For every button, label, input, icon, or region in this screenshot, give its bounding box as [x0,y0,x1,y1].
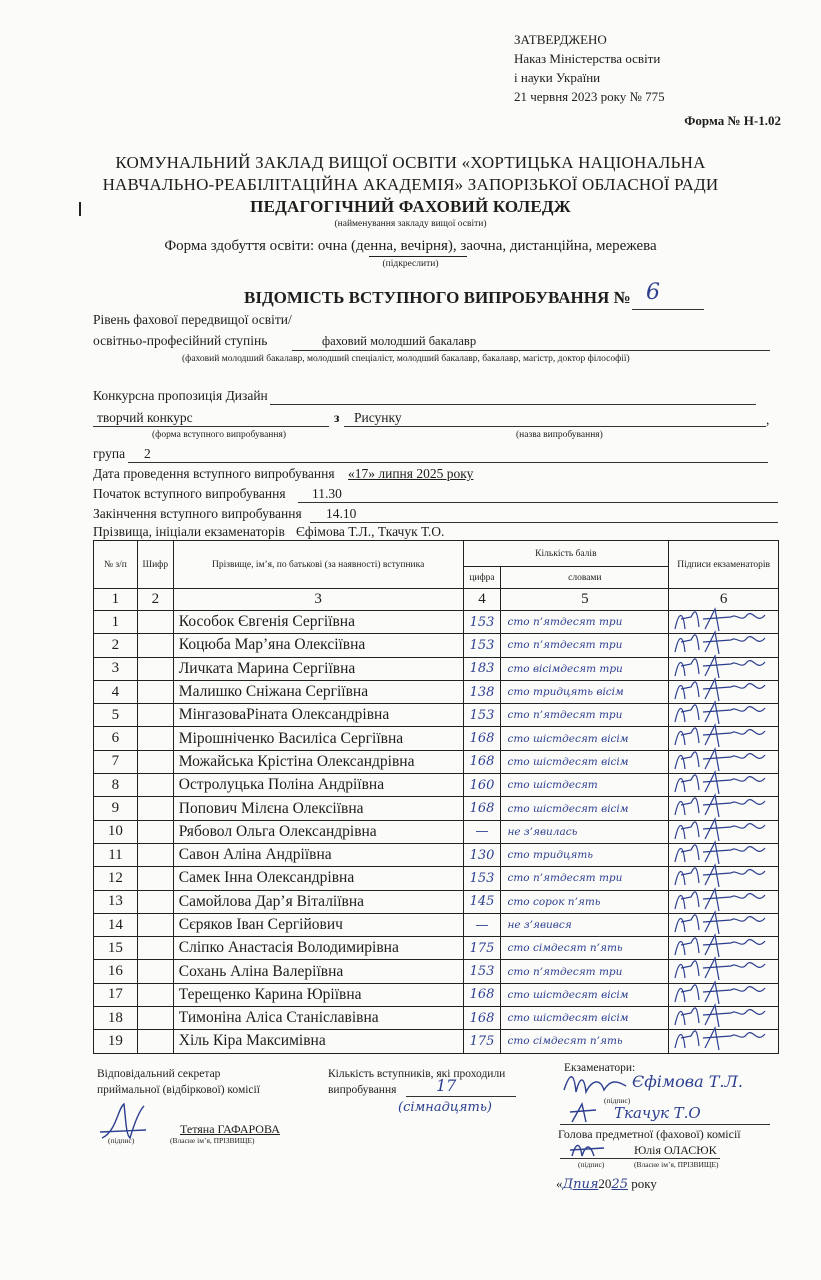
footer-examiners-label: Екзаменатори: [564,1062,636,1074]
level-label1: Рівень фахової передвищої освіти/ [93,312,292,327]
results-table [93,540,779,1054]
exam-form-line [93,426,329,427]
row-number: 16 [94,960,138,983]
exam-form: творчий конкурс [97,410,193,425]
exam-name-line [344,426,766,427]
row-score: 183 [463,657,501,680]
row-cipher [137,1030,173,1053]
row-score-words: сто сімдесят п’ять [501,937,669,960]
statement-number: 6 [646,280,660,305]
row-cipher [137,727,173,750]
row-name: Савон Аліна Андріївна [173,843,463,866]
row-cipher [137,750,173,773]
date-year-prefix: 20 [598,1176,612,1191]
chair-name-caption: (Власне ім’я, ПРІЗВИЩЕ) [634,1160,719,1169]
row-signatures [669,1030,779,1053]
row-cipher [137,774,173,797]
chair-name: Юлія ОЛАСЮК [634,1143,717,1157]
exam-name-comma: , [766,412,770,427]
row-number: 1 [94,611,138,634]
institution-line3: ПЕДАГОГІЧНИЙ ФАХОВИЙ КОЛЕДЖ [250,197,571,216]
row-name: Самойлова Дар’я Віталіївна [173,890,463,913]
row-number: 3 [94,657,138,680]
level-caption: (фаховий молодший бакалавр, молодший спеціаліст, молодший бакалавр, бакалавр, магістр, доктор філософії) [182,354,630,364]
row-cipher [137,890,173,913]
header-words: словами [501,567,669,589]
date-label: Дата проведення вступного випробування [93,466,335,481]
institution-line1: КОМУНАЛЬНИЙ ЗАКЛАД ВИЩОЇ ОСВІТИ «ХОРТИЦЬКА НАЦІОНАЛЬНА [115,153,706,172]
row-number: 17 [94,983,138,1006]
header-no: № з/п [94,541,138,589]
row-number: 8 [94,774,138,797]
study-form-underline [369,256,467,257]
exam-name: Рисунку [354,410,402,425]
statement-title: ВІДОМІСТЬ ВСТУПНОГО ВИПРОБУВАННЯ № [244,288,631,307]
row-cipher [137,680,173,703]
date-value: «17» липня 2025 року [348,466,474,481]
row-cipher [137,611,173,634]
row-number: 9 [94,797,138,820]
row-cipher [137,820,173,843]
row-cipher [137,843,173,866]
row-number: 11 [94,843,138,866]
row-cipher [137,1007,173,1030]
row-score: 175 [463,937,501,960]
row-cipher [137,960,173,983]
date-suffix: року [631,1176,657,1191]
row-score-words: сто п’ятдесят три [501,867,669,890]
row-score-words: сто п’ятдесят три [501,611,669,634]
row-score: — [463,913,501,936]
row-score-words: сто сорок п’ять [501,890,669,913]
row-cipher [137,937,173,960]
row-score: 168 [463,1007,501,1030]
header-digits: цифра [463,567,501,589]
group-value: 2 [144,446,151,461]
col-number-1: 1 [94,589,138,611]
secretary-label1: Відповідальний секретар [97,1068,221,1080]
row-score-words: сто п’ятдесят три [501,704,669,727]
row-number: 12 [94,867,138,890]
row-score: 130 [463,843,501,866]
row-score-words: сто шістдесят вісім [501,750,669,773]
row-score-words: сто п’ятдесят три [501,960,669,983]
level-line [292,350,770,351]
table-row [94,1030,779,1053]
row-number: 7 [94,750,138,773]
header-signatures: Підписи екзаменаторів [669,541,779,589]
examiners-label: Прізвища, ініціали екзаменаторів [93,524,285,539]
end-value: 14.10 [326,506,357,521]
study-form: Форма здобуття освіти: очна (денна, вечірня), заочна, дистанційна, мережева [164,238,657,254]
study-form-caption: (підкреслити) [382,259,439,269]
row-name: Тимоніна Аліса Станіславівна [173,1007,463,1030]
row-score-words: сто шістдесят вісім [501,983,669,1006]
margin-mark [79,202,81,216]
row-name: Личката Марина Сергіївна [173,657,463,680]
col-number-5: 5 [501,589,669,611]
row-score-words: сто тридцять вісім [501,680,669,703]
row-name: Попович Мілєна Олексіївна [173,797,463,820]
exam-form-caption: (форма вступного випробування) [152,430,286,440]
header-cipher: Шифр [137,541,173,589]
approval-block [514,30,665,106]
row-number: 2 [94,634,138,657]
row-score-words: сто шістдесят [501,774,669,797]
count-line [406,1096,516,1097]
footer-date [556,1176,657,1192]
start-label: Початок вступного випробування [93,486,286,501]
row-score-words: сто шістдесят вісім [501,797,669,820]
row-number: 10 [94,820,138,843]
row-score: 168 [463,797,501,820]
level-value: фаховий молодший бакалавр [322,334,477,348]
secretary-name: Тетяна ГАФАРОВА [180,1122,280,1136]
count-label2: випробування [328,1084,397,1096]
row-score-words: сто сімдесят п’ять [501,1030,669,1053]
date-month: Дпия [562,1177,599,1192]
row-name: Самек Інна Олександрівна [173,867,463,890]
institution-caption: (найменування закладу вищої освіти) [334,219,487,229]
secretary-label2: приймальної (відбіркової) комісії [97,1084,260,1096]
row-cipher [137,797,173,820]
row-name: Рябовол Ольга Олександрівна [173,820,463,843]
row-name: Малишко Сніжана Сергіївна [173,680,463,703]
row-cipher [137,913,173,936]
start-line [298,502,778,503]
row-score: 153 [463,704,501,727]
row-cipher [137,634,173,657]
row-score-words: сто п’ятдесят три [501,634,669,657]
row-number: 4 [94,680,138,703]
row-number: 18 [94,1007,138,1030]
row-number: 14 [94,913,138,936]
secretary-block [97,1066,260,1098]
count-value: 17 [436,1076,457,1095]
competition-label: Конкурсна пропозиція Дизайн [93,388,268,403]
row-name: Мірошніченко Василіса Сергіївна [173,727,463,750]
row-score: 168 [463,983,501,1006]
row-score: 153 [463,611,501,634]
row-name: Терещенко Карина Юріївна [173,983,463,1006]
count-label1: Кількість вступників, які проходили [328,1068,506,1080]
row-name: Хіль Кіра Максимівна [173,1030,463,1053]
row-number: 13 [94,890,138,913]
col-number-4: 4 [463,589,501,611]
row-name: Сліпко Анастасія Володимирівна [173,937,463,960]
row-score-words: сто шістдесят вісім [501,727,669,750]
chair-label: Голова предметної (фахової) комісії [558,1127,741,1141]
row-score: 153 [463,867,501,890]
group-label: група [93,446,126,461]
col-number-2: 2 [137,589,173,611]
row-score-words: не з’явився [501,913,669,936]
secretary-name-caption: (Власне ім’я, ПРІЗВИЩЕ) [170,1136,255,1145]
row-cipher [137,867,173,890]
row-number: 15 [94,937,138,960]
institution-line2: НАВЧАЛЬНО-РЕАБІЛІТАЦІЙНА АКАДЕМІЯ» ЗАПОРІЗЬКОЇ ОБЛАСНОЇ РАДИ [102,175,719,194]
row-number: 6 [94,727,138,750]
row-cipher [137,983,173,1006]
row-score: 160 [463,774,501,797]
row-score-words: не з’явилась [501,820,669,843]
examiner2-line [560,1124,770,1125]
examiner-signatures [669,1024,777,1054]
row-score: 145 [463,890,501,913]
row-score-words: сто тридцять [501,843,669,866]
row-name: Сохань Аліна Валеріївна [173,960,463,983]
end-line [310,522,778,523]
examiner1-sign-caption: (підпис) [604,1096,631,1105]
row-number: 5 [94,704,138,727]
row-score: 153 [463,960,501,983]
row-name: Сєряков Іван Сергійович [173,913,463,936]
count-words: (сімнадцять) [398,1100,492,1115]
date-prefix: « [556,1176,563,1191]
row-number: 19 [94,1030,138,1053]
date-year: 25 [611,1177,628,1192]
col-number-3: 3 [173,589,463,611]
header-points: Кількість балів [463,541,669,567]
row-score: 138 [463,680,501,703]
row-name: Кособок Євгенія Сергіївна [173,611,463,634]
secretary-sign-caption: (підпис) [108,1136,135,1145]
header-name: Прізвище, ім’я, по батькові (за наявності) вступника [173,541,463,589]
row-cipher [137,704,173,727]
examiners-value: Єфімова Т.Л., Ткачук Т.О. [296,524,445,539]
examiner2-signature [566,1100,606,1126]
row-score: 153 [463,634,501,657]
row-score: 175 [463,1030,501,1053]
approval-line3: 21 червня 2023 року № 775 [514,89,665,104]
chair-line [560,1158,720,1159]
approval-title: ЗАТВЕРДЖЕНО [514,32,607,47]
row-cipher [137,657,173,680]
col-number-6: 6 [669,589,779,611]
row-score-words: сто вісімдесят три [501,657,669,680]
exam-name-caption: (назва випробування) [516,430,603,440]
row-score-words: сто шістдесят вісім [501,1007,669,1030]
exam-z: з [334,410,340,425]
chair-sign-caption: (підпис) [578,1160,605,1169]
approval-line1: Наказ Міністерства освіти [514,51,661,66]
row-score: 168 [463,727,501,750]
start-value: 11.30 [312,486,342,501]
examiner1-name: Єфімова Т.Л. [632,1072,743,1091]
title-number-line [632,309,704,310]
row-name: МінгазоваРіната Олександрівна [173,704,463,727]
competition-line [270,404,756,405]
examiner2-name: Ткачук Т.О [614,1104,701,1122]
form-number: Форма № Н-1.02 [684,113,781,128]
row-name: Можайська Крістіна Олександрівна [173,750,463,773]
row-name: Коцюба Мар’яна Олексіївна [173,634,463,657]
count-block [328,1066,505,1098]
approval-line2: і науки України [514,70,601,85]
end-label: Закінчення вступного випробування [93,506,302,521]
row-name: Остролуцька Поліна Андріївна [173,774,463,797]
row-score: 168 [463,750,501,773]
level-label2: освітньо-професійний ступінь [93,333,268,348]
row-score: — [463,820,501,843]
group-line [128,462,768,463]
